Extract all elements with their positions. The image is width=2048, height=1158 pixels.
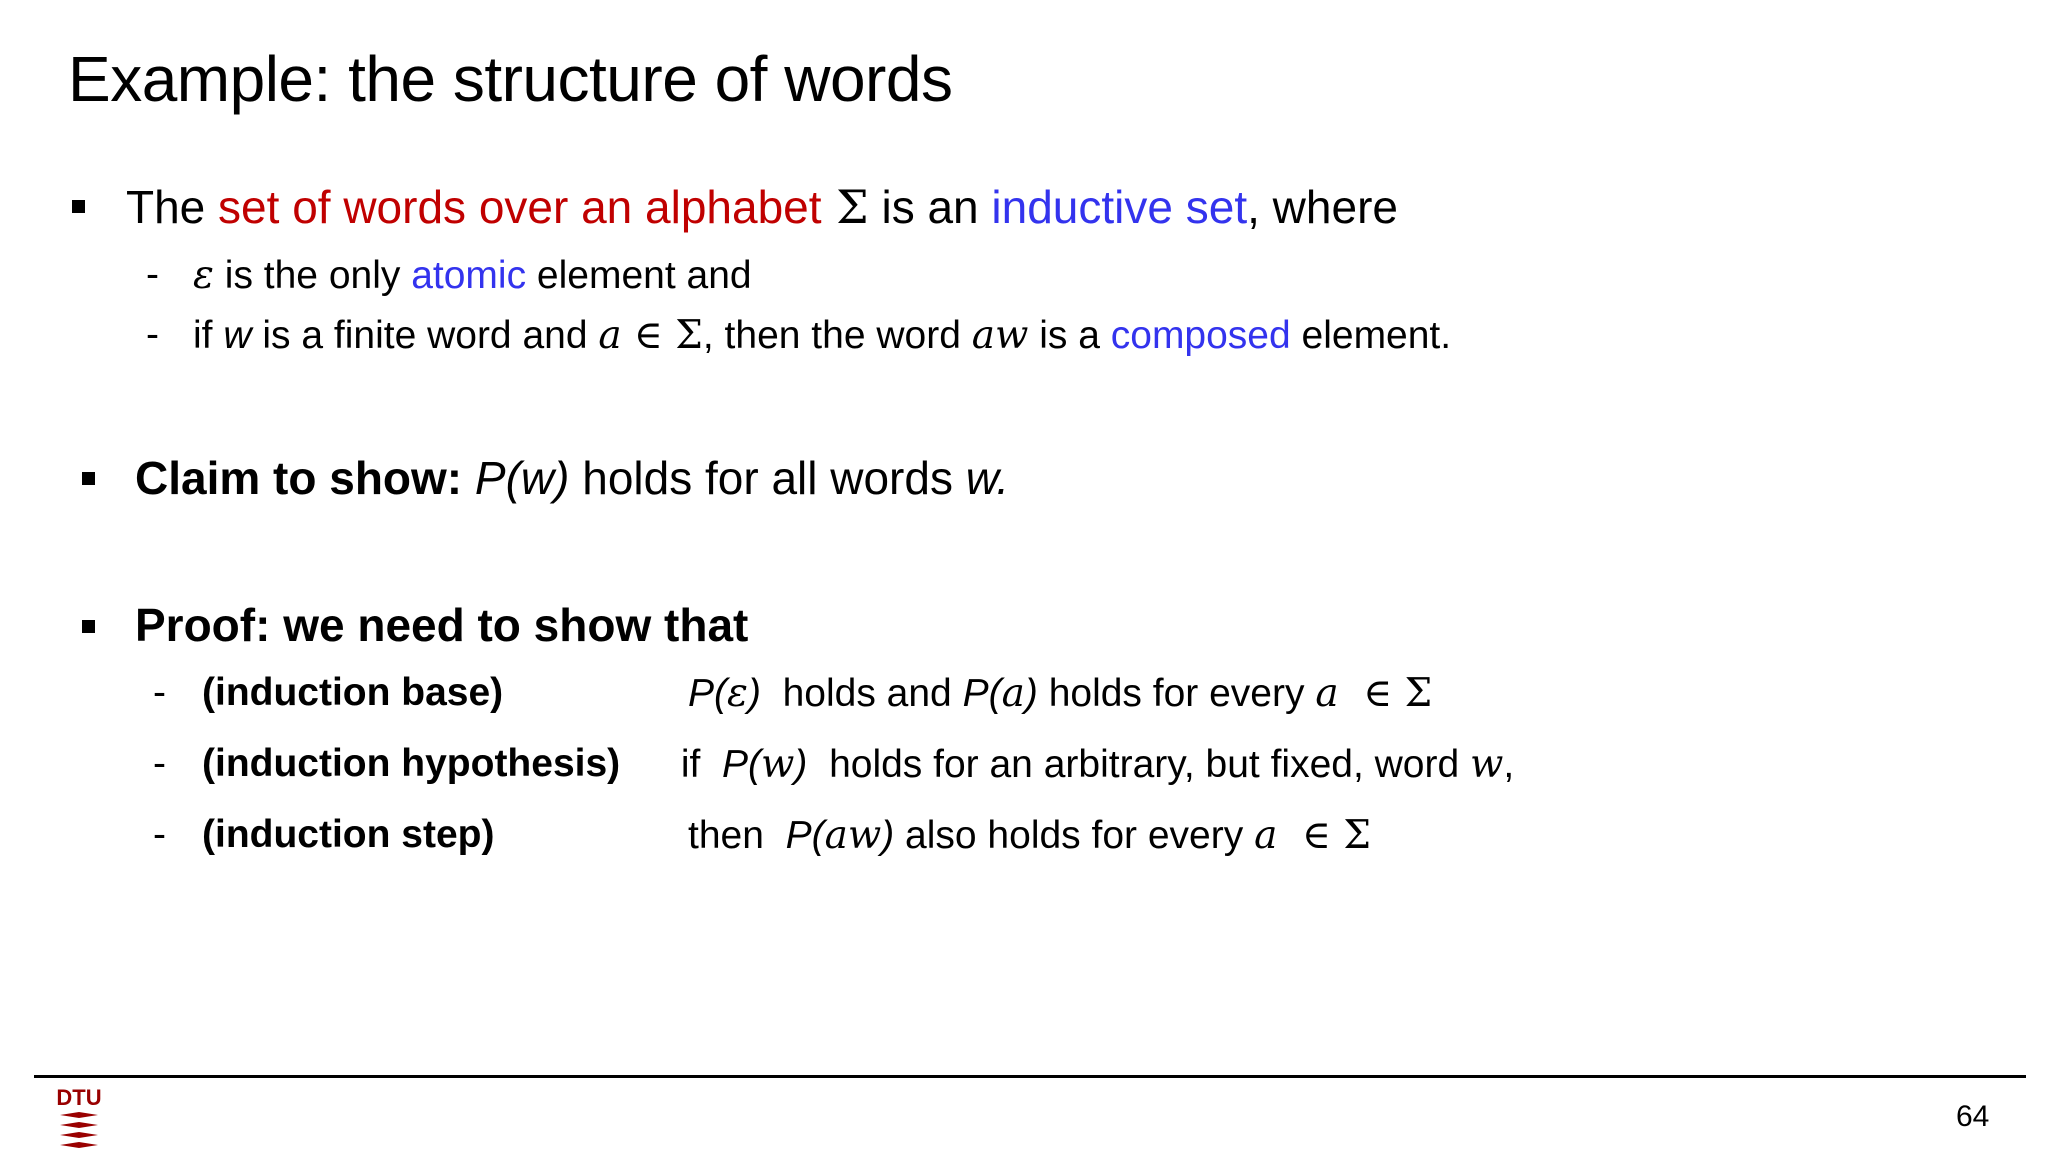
dtu-logo-icon	[56, 1083, 102, 1153]
sub-composed: if w is a finite word and a ∈ Σ, then the word aw is a composed element.	[193, 313, 1452, 358]
bullet-inductive-set: The set of words over an alphabet Σ is an inductive set, where	[126, 180, 1398, 234]
slide-title: Example: the structure of words	[68, 43, 953, 115]
footer-divider	[34, 1075, 2026, 1078]
induction-hypothesis-text: if P(w) holds for an arbitrary, but fixed, word w,	[670, 742, 1515, 787]
proof-heading: Proof: we need to show that	[135, 599, 749, 651]
dash-marker: -	[153, 813, 166, 856]
page-number: 64	[1956, 1100, 1990, 1133]
induction-base-label: (induction base)	[202, 671, 504, 714]
sub-atomic: ε is the only atomic element and	[193, 253, 752, 298]
set-of-words-term: set of words over an alphabet	[218, 181, 822, 233]
induction-step-text: then P(aw) also holds for every a ∈ Σ	[688, 813, 1371, 858]
inductive-set-term: inductive set	[991, 181, 1248, 233]
composed-term: composed	[1110, 314, 1291, 357]
dtu-logo	[56, 1083, 102, 1158]
bullet-marker	[72, 200, 85, 213]
induction-base-text: P(ε) holds and P(a) holds for every a ∈ Σ	[688, 671, 1433, 716]
dash-marker: -	[146, 313, 159, 356]
claim-line: Claim to show: P(w) holds for all words w.	[135, 452, 1010, 504]
induction-hypothesis-label: (induction hypothesis)	[202, 742, 621, 785]
bullet-marker	[82, 620, 95, 633]
dash-marker: -	[146, 253, 159, 296]
dash-marker: -	[153, 671, 166, 714]
bullet-marker	[82, 472, 95, 485]
dash-marker: -	[153, 742, 166, 785]
atomic-term: atomic	[411, 254, 527, 297]
dtu-logo-text: DTU	[56, 1085, 102, 1110]
induction-step-label: (induction step)	[202, 813, 495, 856]
